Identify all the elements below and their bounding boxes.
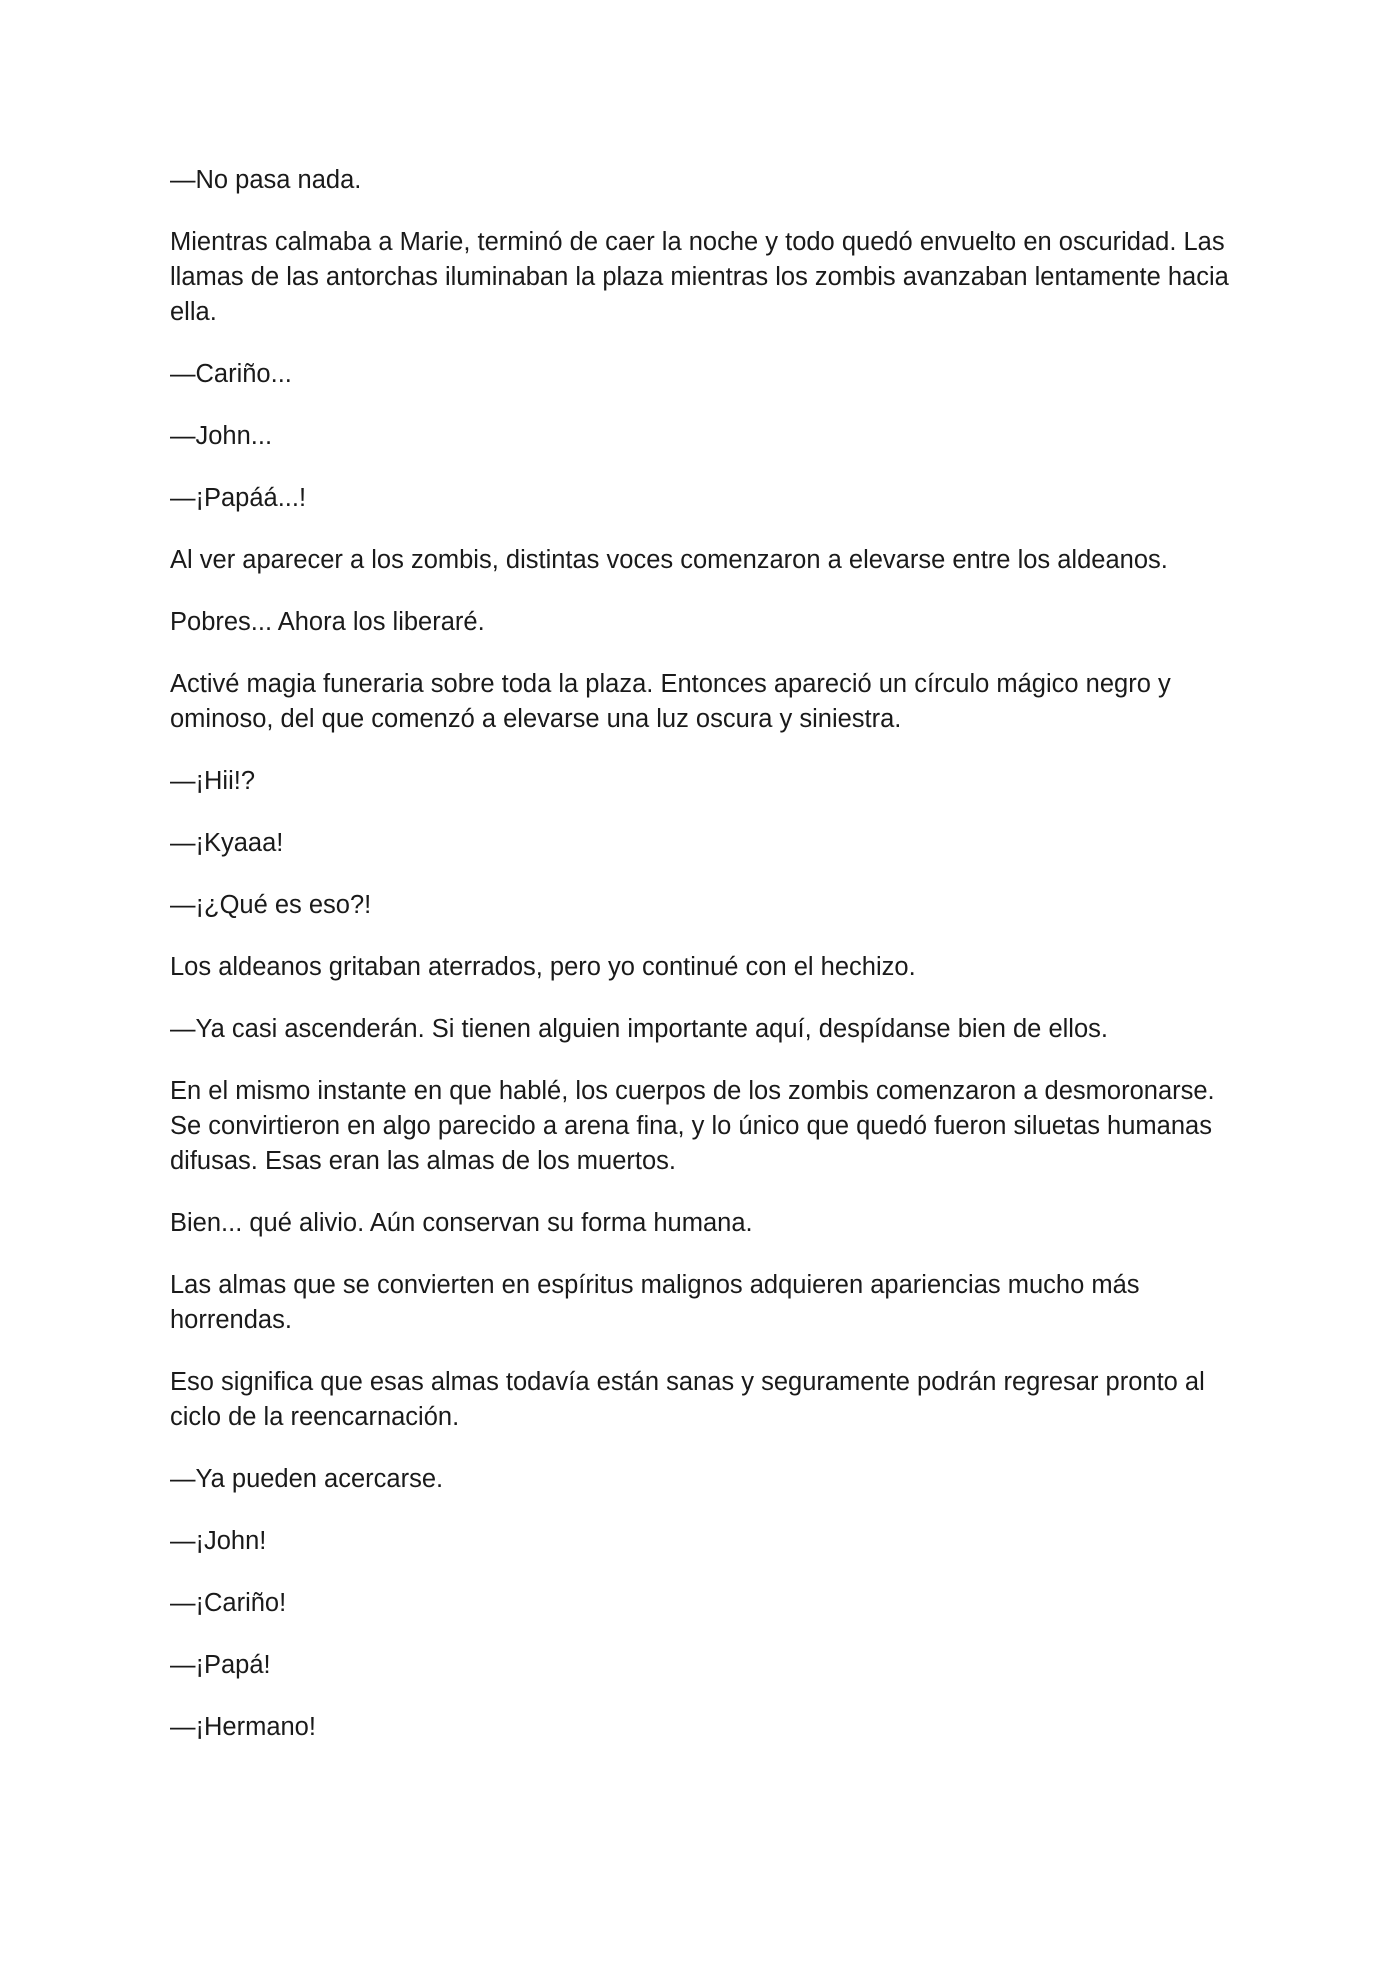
paragraph-dialogue: —¡Papá! [170, 1651, 271, 1679]
paragraph-dialogue: —¡John! [170, 1527, 267, 1555]
paragraph-dialogue: —¡Kyaaa! [170, 829, 284, 857]
paragraph-dialogue: —¡Hii!? [170, 767, 256, 795]
paragraph-dialogue: —¡¿Qué es eso?! [170, 891, 372, 919]
paragraph-dialogue: —Ya casi ascenderán. Si tienen alguien importante aquí, despídanse bien de ellos. [170, 1015, 1108, 1043]
paragraph-dialogue: —¡Papáá...! [170, 484, 307, 512]
paragraph-dialogue: —John... [170, 422, 273, 450]
paragraph-narration: Los aldeanos gritaban aterrados, pero yo continué con el hechizo. [170, 953, 916, 981]
paragraph-narration: Mientras calmaba a Marie, terminó de caer la noche y todo quedó envuelto en oscuridad. Las llamas de las antorchas iluminaban la plaza mientras los zombis avanzaban lentamente hacia ella. [170, 228, 1229, 326]
paragraph-narration: Las almas que se convierten en espíritus malignos adquieren apariencias mucho más horrendas. [170, 1271, 1140, 1334]
paragraph-dialogue: —¡Cariño! [170, 1589, 287, 1617]
paragraph-thought: Bien... qué alivio. Aún conservan su forma humana. [170, 1209, 753, 1237]
paragraph-narration: En el mismo instante en que hablé, los cuerpos de los zombis comenzaron a desmoronarse. Se convirtieron en algo parecido a arena fina, y lo único que quedó fueron siluetas humanas difusas. Esas eran las almas de los muertos. [170, 1077, 1215, 1175]
paragraph-dialogue: —Ya pueden acercarse. [170, 1465, 444, 1493]
paragraph-dialogue: —¡Hermano! [170, 1713, 316, 1741]
document-body [170, 163, 1235, 1772]
paragraph-narration: Activé magia funeraria sobre toda la plaza. Entonces apareció un círculo mágico negro y ominoso, del que comenzó a elevarse una luz oscura y siniestra. [170, 670, 1171, 733]
paragraph-dialogue: —Cariño... [170, 360, 292, 388]
paragraph-narration: Al ver aparecer a los zombis, distintas voces comenzaron a elevarse entre los aldeanos. [170, 546, 1168, 574]
paragraph-narration: Eso significa que esas almas todavía están sanas y seguramente podrán regresar pronto al ciclo de la reencarnación. [170, 1368, 1205, 1431]
paragraph-dialogue: —No pasa nada. [170, 166, 362, 194]
paragraph-thought: Pobres... Ahora los liberaré. [170, 608, 485, 636]
